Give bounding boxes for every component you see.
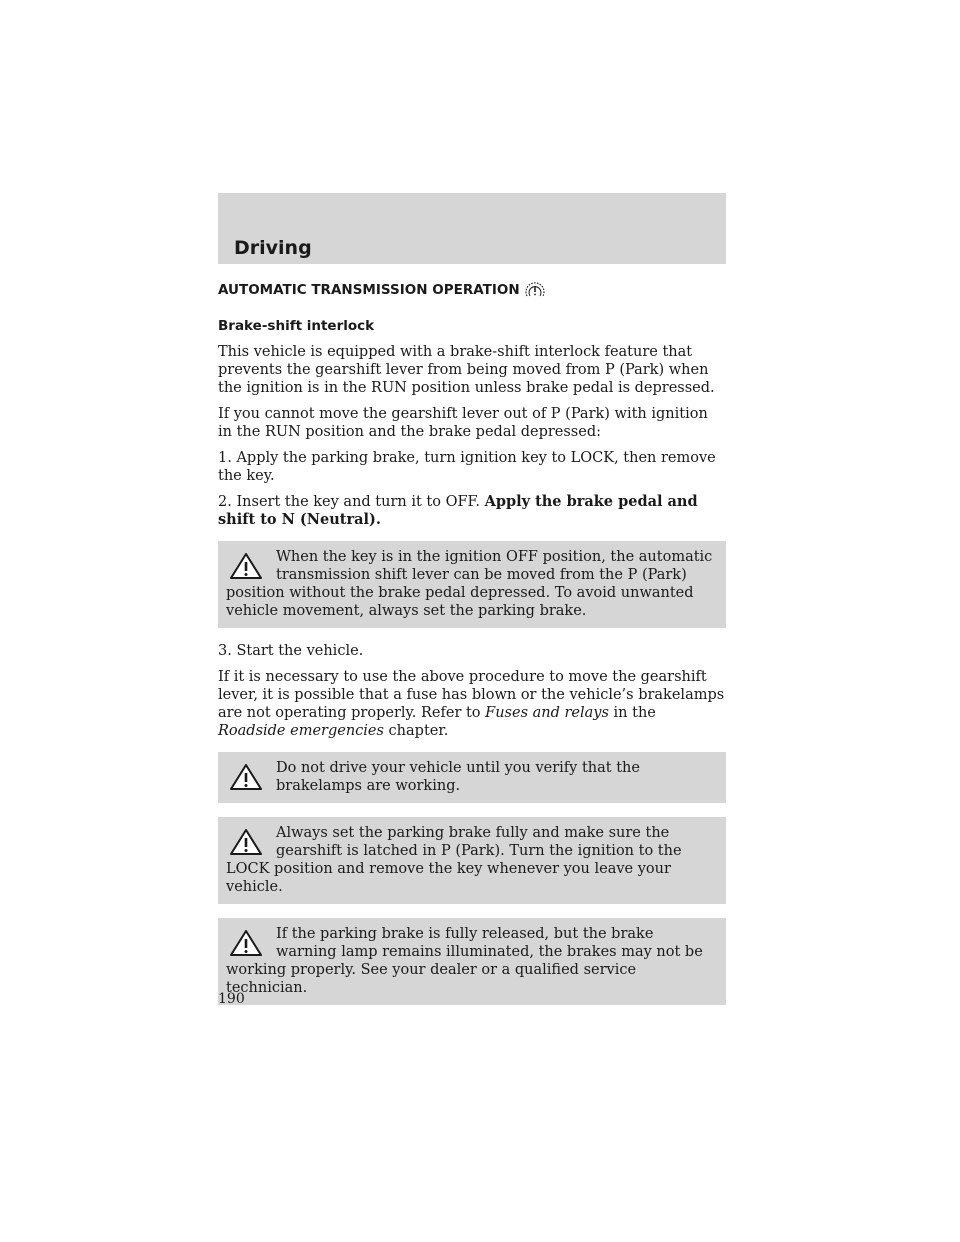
page-content [218, 280, 726, 1019]
warning-text: When the key is in the ignition OFF position, the automatic transmission shift lever can be moved from the P (Park) position without the brake pedal depressed. To avoid unwanted vehicle movement, always set the parking brake. [226, 549, 713, 619]
body-paragraph [218, 668, 726, 740]
service-gauge-icon [524, 280, 546, 300]
cross-reference: Fuses and relays [485, 705, 609, 721]
section-title: AUTOMATIC TRANSMISSION OPERATION [218, 282, 520, 298]
chapter-header-band [218, 193, 726, 264]
warning-box [218, 918, 726, 1005]
step-1: 1. Apply the parking brake, turn ignition key to LOCK, then remove the key. [218, 450, 716, 484]
warning-text: If the parking brake is fully released, but the brake warning lamp remains illuminated, the brakes may not be working properly. See your dealer or a qualified service technician. [226, 926, 703, 996]
warning-triangle-icon [226, 928, 266, 958]
warning-triangle-icon [226, 827, 266, 857]
step-2-text: 2. Insert the key and turn it to OFF. [218, 494, 485, 510]
body-paragraph: If you cannot move the gearshift lever out of P (Park) with ignition in the RUN position and the brake pedal depressed: [218, 406, 708, 440]
text-run: in the [608, 705, 656, 721]
warning-triangle-icon [226, 551, 266, 581]
subsection-title: Brake-shift interlock [218, 318, 375, 334]
step-3: 3. Start the vehicle. [218, 643, 364, 659]
warning-text: Always set the parking brake fully and make sure the gearshift is latched in P (Park). Turn the ignition to the LOCK position and remove the key whenever you leave your vehicle. [226, 825, 682, 895]
warning-triangle-icon [226, 762, 266, 792]
text-run: chapter. [383, 723, 449, 739]
step-2-bold-text: Apply the brake pedal and shift to N (Neutral). [218, 493, 698, 528]
cross-reference: Roadside emergencies [218, 723, 384, 739]
chapter-title: Driving [234, 237, 312, 259]
section-heading [218, 280, 726, 300]
warning-box [218, 817, 726, 904]
body-paragraph: This vehicle is equipped with a brake-shift interlock feature that prevents the gearshift lever from being moved from P (Park) when the ignition is in the RUN position unless brake pedal is depressed. [218, 344, 715, 396]
page-number: 190 [218, 991, 245, 1007]
step-2 [218, 493, 726, 529]
warning-box [218, 752, 726, 803]
warning-box [218, 541, 726, 628]
text-run: If it is necessary to use the above procedure to move the gearshift lever, it is possible that a fuse has blown or the vehicle’s brakelamps are not operating properly. Refer to [218, 669, 725, 721]
warning-text: Do not drive your vehicle until you verify that the brakelamps are working. [276, 760, 640, 794]
